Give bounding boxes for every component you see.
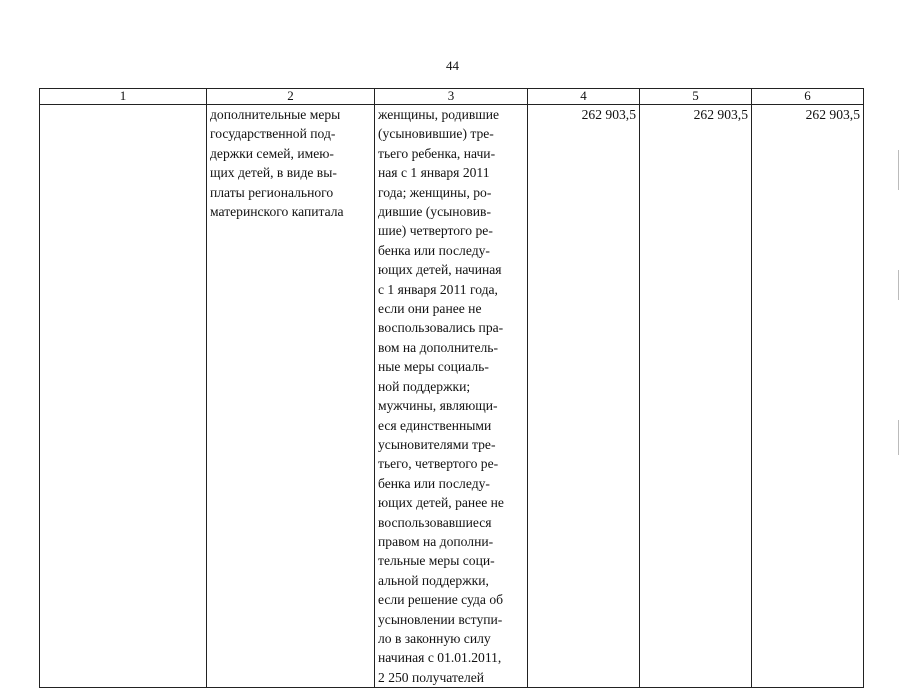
cell-text-line: воспользовались пра- [378, 320, 504, 336]
cell-amount-col4: 262 903,5 [528, 105, 640, 688]
cell-text-line: (усыновившие) тре- [378, 126, 494, 142]
cell-text-line: государственной под- [210, 126, 336, 142]
cell-text-line: 2 250 получателей [378, 669, 485, 685]
data-table [39, 88, 864, 688]
cell-text-line: ной поддержки; [378, 378, 471, 394]
scan-artifact [898, 270, 899, 300]
cell-text-line: ная с 1 января 2011 [378, 165, 490, 181]
cell-text-line: щих детей, в виде вы- [210, 165, 337, 181]
table-row [40, 105, 864, 688]
cell-text-line: материнского капитала [210, 204, 344, 220]
column-header-6: 6 [752, 89, 864, 105]
cell-text-line: альной поддержки, [378, 572, 489, 588]
cell-text-line: бенка или последу- [378, 475, 490, 491]
cell-text-line: с 1 января 2011 года, [378, 281, 498, 297]
cell-text-line: мужчины, являющи- [378, 398, 498, 414]
cell-text-line: шие) четвертого ре- [378, 223, 493, 239]
cell-text-line: ющих детей, ранее не [378, 495, 504, 511]
cell-text-line: усыновителями тре- [378, 436, 496, 452]
cell-text-line: ющих детей, начиная [378, 262, 502, 278]
scan-artifact [898, 420, 899, 455]
column-header-3: 3 [375, 89, 528, 105]
cell-text-line: еся единственными [378, 417, 492, 433]
cell-text-line: воспользовавшиеся [378, 514, 492, 530]
column-header-1: 1 [40, 89, 207, 105]
cell-text-line: платы регионального [210, 184, 334, 200]
cell-measure-description [207, 105, 375, 688]
cell-text-line: ло в законную силу [378, 630, 491, 646]
cell-text-line: если они ранее не [378, 301, 482, 317]
page-number: 44 [446, 58, 459, 73]
cell-recipients-description [375, 105, 528, 688]
column-header-4: 4 [528, 89, 640, 105]
cell-text-line: держки семей, имею- [210, 145, 334, 161]
cell-text-line: вом на дополнитель- [378, 339, 498, 355]
column-header-2: 2 [207, 89, 375, 105]
cell-text-line: ные меры социаль- [378, 359, 489, 375]
cell-text-line: года; женщины, ро- [378, 184, 492, 200]
column-header-5: 5 [640, 89, 752, 105]
cell-amount-col6: 262 903,5 [752, 105, 864, 688]
cell-text-line: если решение суда об [378, 592, 504, 608]
cell-text-line: тьего, четвертого ре- [378, 456, 499, 472]
cell-amount-col5: 262 903,5 [640, 105, 752, 688]
cell-text-line: бенка или последу- [378, 242, 490, 258]
cell-col1 [40, 105, 207, 688]
header-row [40, 89, 864, 105]
cell-text-line: правом на дополни- [378, 533, 494, 549]
cell-text-line: женщины, родившие [378, 107, 500, 122]
cell-text-line: начиная с 01.01.2011, [378, 650, 502, 666]
cell-text-line: тьего ребенка, начи- [378, 145, 496, 161]
scan-artifact [898, 150, 899, 190]
cell-text-line: дополнительные меры [210, 107, 341, 122]
cell-text-line: усыновлении вступи- [378, 611, 503, 627]
cell-text-line: дившие (усыновив- [378, 204, 491, 220]
cell-text-line: тельные меры соци- [378, 553, 495, 569]
